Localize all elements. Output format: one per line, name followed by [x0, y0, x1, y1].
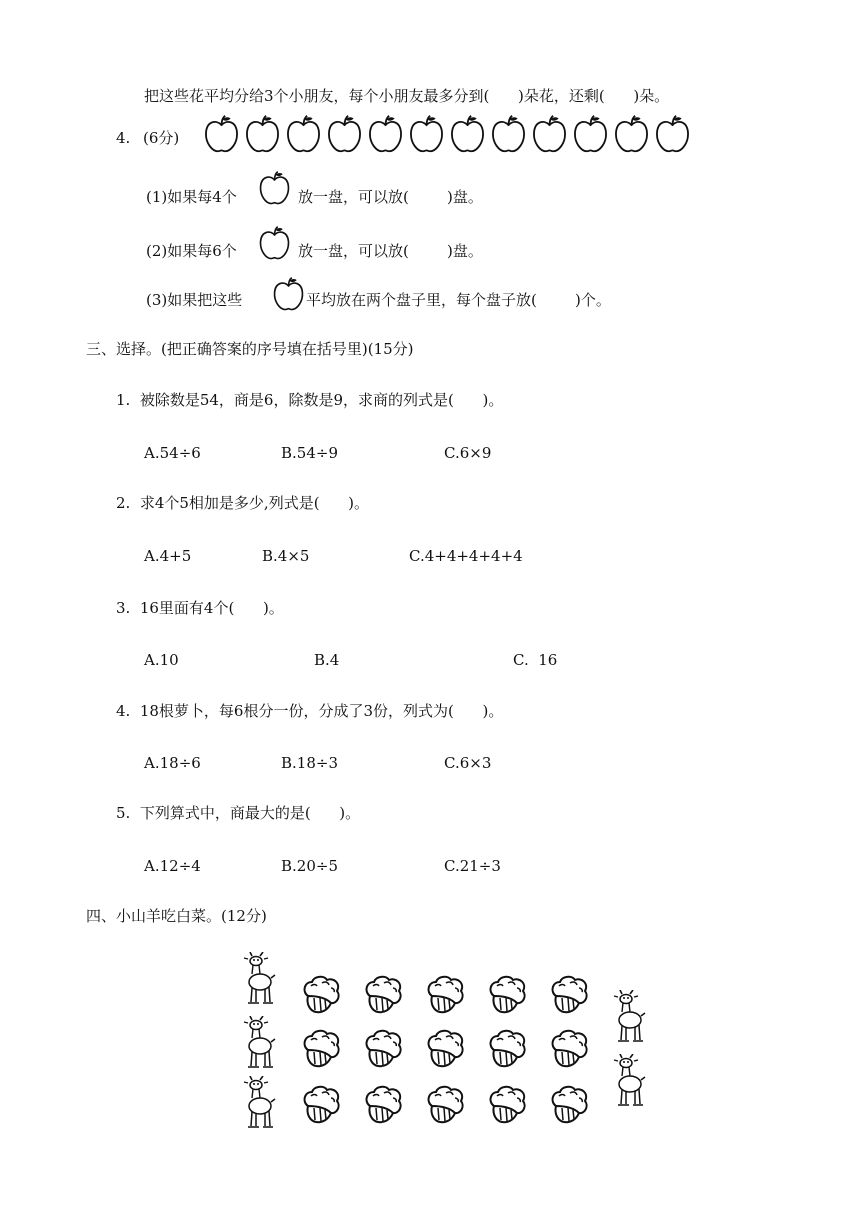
q4-item-3-after: 平均放在两个盘子里，每个盘子放( )个。	[306, 291, 611, 309]
q3-2-option-b: B.4×5	[262, 547, 310, 565]
apple-row	[203, 114, 691, 154]
q3-3-stem: 3. 16里面有4个( )。	[116, 599, 284, 617]
cabbage-icon	[300, 1028, 342, 1068]
apple-icon	[490, 114, 527, 154]
cabbage-icon	[362, 1084, 404, 1124]
cabbage-icon	[548, 1028, 590, 1068]
q3-2-option-a: A.4+5	[144, 547, 192, 565]
cabbage-icon	[362, 1028, 404, 1068]
cabbage-icon	[300, 974, 342, 1014]
cabbage-icon	[486, 974, 528, 1014]
apple-icon	[258, 170, 291, 206]
apple-icon	[531, 114, 568, 154]
q3-5-option-a: A.12÷4	[144, 857, 201, 875]
q3-1-option-a: A.54÷6	[144, 444, 201, 462]
q4-item-2-after: 放一盘，可以放( )盘。	[298, 242, 483, 260]
q3-1-option-c: C.6×9	[444, 444, 492, 462]
q3-5-option-b: B.20÷5	[281, 857, 338, 875]
apple-icon	[326, 114, 363, 154]
q3-3-option-b: B.4	[314, 651, 340, 669]
q3-5-stem: 5. 下列算式中，商最大的是( )。	[116, 804, 361, 822]
cabbage-icon	[548, 1084, 590, 1124]
cabbage-icon	[424, 974, 466, 1014]
cabbage-icon	[486, 1028, 528, 1068]
q3-2-option-c: C.4+4+4+4+4	[409, 547, 523, 565]
q3-4-option-a: A.18÷6	[144, 754, 201, 772]
cabbage-icon	[548, 974, 590, 1014]
q3-3-option-c: C. 16	[513, 651, 558, 669]
apple-icon	[258, 225, 291, 261]
q4-score: (6分)	[143, 129, 180, 147]
apple-icon	[449, 114, 486, 154]
q4-item-1-before: (1)如果每4个	[146, 188, 237, 206]
q3-4-option-b: B.18÷3	[281, 754, 338, 772]
goat-icon	[608, 990, 648, 1048]
cabbage-icon	[424, 1084, 466, 1124]
q3-3-option-a: A.10	[144, 651, 179, 669]
goat-icon	[608, 1054, 648, 1112]
goat-icon	[238, 952, 278, 1010]
cabbage-icon	[424, 1028, 466, 1068]
apple-icon	[285, 114, 322, 154]
q4-number: 4.	[116, 129, 131, 147]
q3-4-stem: 4. 18根萝卜，每6根分一份，分成了3份，列式为( )。	[116, 702, 504, 720]
q3-2-stem: 2. 求4个5相加是多少,列式是( )。	[116, 494, 370, 512]
q4-item-1-after: 放一盘，可以放( )盘。	[298, 188, 483, 206]
apple-icon	[367, 114, 404, 154]
goat-icon	[238, 1076, 278, 1134]
q4-item-2-before: (2)如果每6个	[146, 242, 237, 260]
goat-icon	[238, 1016, 278, 1074]
apple-icon	[272, 276, 305, 312]
flowers-question: 把这些花平均分给3个小朋友，每个小朋友最多分到( )朵花，还剩( )朵。	[144, 87, 670, 105]
q3-4-option-c: C.6×3	[444, 754, 492, 772]
section3-title: 三、选择。(把正确答案的序号填在括号里)(15分)	[86, 340, 414, 358]
cabbage-icon	[362, 974, 404, 1014]
q3-1-stem: 1. 被除数是54，商是6，除数是9，求商的列式是( )。	[116, 391, 504, 409]
apple-icon	[203, 114, 240, 154]
cabbage-icon	[300, 1084, 342, 1124]
apple-icon	[613, 114, 650, 154]
cabbage-icon	[486, 1084, 528, 1124]
apple-icon	[408, 114, 445, 154]
apple-icon	[654, 114, 691, 154]
q4-item-3-before: (3)如果把这些	[146, 291, 243, 309]
apple-icon	[244, 114, 281, 154]
q3-5-option-c: C.21÷3	[444, 857, 501, 875]
apple-icon	[572, 114, 609, 154]
section4-title: 四、小山羊吃白菜。(12分)	[86, 907, 267, 925]
q3-1-option-b: B.54÷9	[281, 444, 338, 462]
